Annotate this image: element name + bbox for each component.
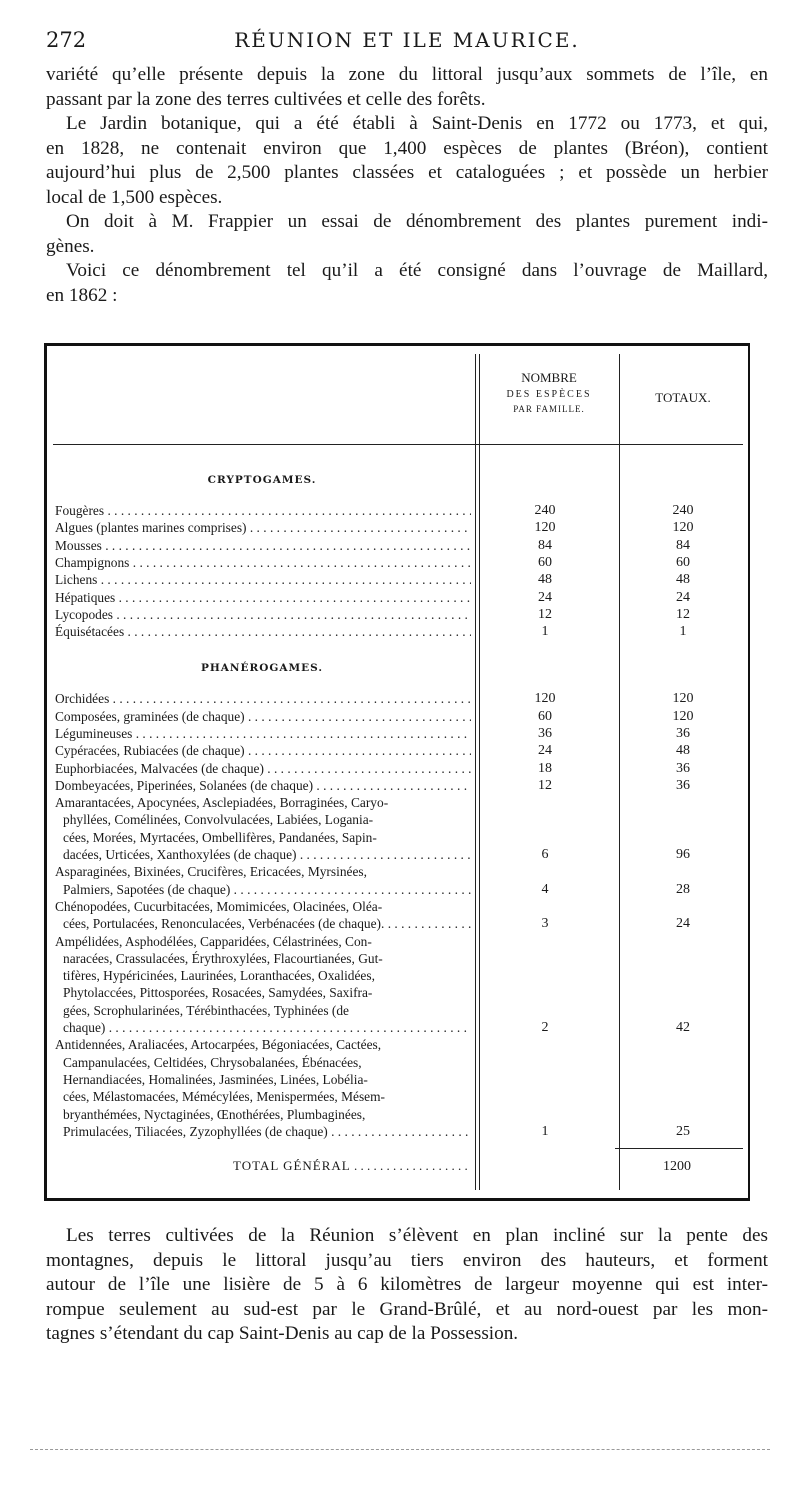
total-label: TOTAL GÉNÉRAL . . . . . . . . . . . . . . . . . . [233, 1158, 468, 1173]
row-label: tifères, Hypéricinées, Laurinées, Loranthacées, Oxalidées, [63, 968, 375, 984]
species-count: 120 [534, 520, 556, 536]
species-count: 60 [538, 708, 552, 724]
family-total: 48 [676, 572, 690, 588]
text-line: local de 1,500 espèces. [46, 186, 223, 208]
family-total: 28 [676, 881, 690, 897]
row-label: Lichens . . . [55, 571, 471, 588]
running-title: RÉUNION ET ILE MAURICE. [234, 28, 580, 52]
family-total: 25 [676, 1123, 690, 1139]
row-label: Lycopodes . . . [55, 606, 471, 623]
row-label: cées, Mélastomacées, Mémécylées, Menispermées, Mésem- [63, 1089, 385, 1105]
row-label: Champignons . . . [55, 554, 471, 571]
table-row [55, 690, 471, 707]
table-row [55, 708, 471, 725]
species-count: 2 [541, 1020, 549, 1036]
row-label: Campanulacées, Celtidées, Chrysobalanées, Ébénacées, [63, 1054, 362, 1070]
row-label: Palmiers, Sapotées (de chaque) . . . [55, 881, 471, 898]
table-row [55, 777, 471, 794]
row-label: Équisétacées . . . [55, 623, 471, 640]
text-line: Les terres cultivées de la Réunion s’élèvent en plan incliné sur la pente des [66, 1225, 768, 1246]
text-line: en 1828, ne contenait environ que 1,400 espèces de plantes (Bréon), contient [46, 137, 768, 159]
text-line: passant par la zone des terres cultivées et celle des forêts. [46, 88, 486, 110]
row-label: Euphorbiacées, Malvacées (de chaque) . . . [55, 760, 471, 777]
table-row [55, 742, 471, 759]
row-label: Asparaginées, Bixinées, Crucifères, Ericacées, Myrsinées, [55, 864, 367, 880]
total-value: 1200 [663, 1159, 691, 1174]
table-row [55, 933, 471, 1037]
table-row [55, 794, 471, 863]
table-row [55, 554, 471, 571]
intro-paragraph [46, 63, 768, 308]
family-total: 84 [676, 537, 690, 553]
text-line: autour de l’île une lisière de 5 à 6 kilomètres de largeur moyenne qui est inter- [46, 1274, 768, 1295]
row-label: Algues (plantes marines comprises) . . . [55, 519, 471, 536]
row-label: naracées, Crassulacées, Érythroxylées, Flacourtianées, Gut- [63, 950, 383, 966]
species-count: 1 [541, 1123, 549, 1139]
table-row [55, 898, 471, 933]
family-total: 240 [672, 503, 694, 518]
text-line: rompue seulement au sud-est par le Grand-Brûlé, et au nord-ouest par les mon- [46, 1298, 768, 1320]
species-count: 120 [534, 691, 556, 707]
row-label: Cypéracées, Rubiacées (de chaque) . . . [55, 742, 471, 759]
species-count: 24 [538, 743, 552, 759]
text-line: tagnes s’étendant du cap Saint-Denis au cap de la Possession. [46, 1323, 519, 1344]
table-row [55, 863, 471, 898]
table-row [55, 725, 471, 742]
species-count: 12 [538, 777, 552, 793]
species-count: 36 [538, 726, 552, 741]
row-label: phyllées, Comélinées, Convolvulacées, Labiées, Logania- [63, 812, 374, 828]
family-total: 120 [672, 708, 694, 724]
row-label: Hernandiacées, Homalinées, Jasminées, Linées, Lobélia- [63, 1071, 368, 1087]
row-label: Chénopodées, Cucurbitacées, Momimicées, Olacinées, Oléa- [55, 899, 383, 914]
table-row [55, 537, 471, 554]
species-count: 18 [538, 760, 552, 776]
row-label: Orchidées . . . [55, 690, 471, 707]
text-line: Le Jardin botanique, qui a été établi à Saint-Denis en 1772 ou 1773, et qui, [66, 113, 768, 134]
species-header-line: PAR FAMILLE. [513, 404, 585, 414]
species-count: 24 [538, 589, 552, 605]
family-total: 36 [676, 760, 690, 776]
row-label: cées, Portulacées, Renonculacées, Verbénacées (de chaque). . . . [55, 915, 471, 932]
header-rule [53, 444, 743, 445]
table-row [55, 1036, 471, 1140]
family-total: 12 [676, 606, 690, 622]
row-label: dacées, Urticées, Xanthoxylées (de chaque) . . . [55, 846, 471, 863]
species-header-line: NOMBRE [521, 370, 577, 385]
row-label: Légumineuses . . . [55, 725, 471, 742]
text-line: aujourd’hui plus de 2,500 plantes classées et cataloguées ; et possède un herbier [46, 162, 768, 183]
table-row [55, 606, 471, 623]
species-count: 12 [538, 606, 552, 622]
column-divider [619, 354, 620, 1190]
family-total: 48 [676, 743, 690, 759]
family-total: 96 [676, 847, 690, 863]
family-total: 24 [676, 589, 690, 605]
species-column-header [487, 370, 611, 414]
family-total: 120 [672, 691, 694, 707]
page-header [46, 28, 768, 58]
table-row [55, 760, 471, 777]
row-label: chaque) . . . [55, 1019, 471, 1036]
row-label: bryanthémées, Nyctaginées, Œnothérées, Plumbaginées, [63, 1106, 366, 1122]
species-count: 4 [541, 881, 549, 897]
family-total: 120 [672, 520, 694, 536]
totals-column-header: TOTAUX. [655, 390, 711, 405]
row-label: Antidennées, Araliacées, Artocarpées, Bégoniacées, Cactées, [55, 1037, 382, 1053]
row-label: gées, Scrophularinées, Térébinthacées, Typhinées (de [63, 1002, 349, 1018]
family-total: 60 [676, 554, 690, 570]
text-line: On doit à M. Frappier un essai de dénombrement des plantes purement indi- [66, 211, 768, 232]
row-label: Phytolaccées, Pittosporées, Rosacées, Samydées, Saxifra- [63, 985, 373, 1001]
text-line: montagnes, depuis le littoral jusqu’au tiers environ des hauteurs, et forment [46, 1249, 768, 1271]
family-total: 24 [676, 916, 690, 932]
species-count: 1 [541, 624, 549, 640]
species-count: 60 [538, 554, 552, 570]
family-total: 36 [676, 777, 690, 793]
text-line: gènes. [46, 235, 95, 257]
row-label: Hépatiques . . . [55, 589, 471, 606]
row-label: Dombeyacées, Piperinées, Solanées (de chaque) . . . [55, 777, 471, 794]
species-count: 48 [538, 572, 552, 588]
table-row [55, 502, 471, 519]
closing-paragraph [46, 1224, 768, 1347]
table-row [55, 571, 471, 588]
family-total: 1 [679, 624, 687, 640]
section-title: PHANÉROGAMES. [200, 662, 324, 675]
column-divider [479, 354, 480, 1190]
footer-rule [30, 1449, 770, 1450]
species-header-line: DES ESPÈCES [506, 389, 592, 400]
total-label-text: TOTAL GÉNÉRAL [233, 1158, 351, 1173]
total-rule [615, 1148, 743, 1149]
text-line: variété qu’elle présente depuis la zone du littoral jusqu’aux sommets de l’île, en [46, 64, 768, 85]
family-total: 42 [676, 1020, 690, 1036]
row-label: Mousses . . . [55, 537, 471, 554]
species-count: 6 [541, 847, 549, 863]
row-label: Ampélidées, Asphodélées, Capparidées, Célastrinées, Con- [55, 933, 372, 949]
text-line: Voici ce dénombrement tel qu’il a été consigné dans l’ouvrage de Maillard, [66, 260, 768, 281]
page-number: 272 [46, 28, 87, 52]
row-label: Composées, graminées (de chaque) . . . [55, 708, 471, 725]
species-count: 84 [538, 537, 552, 553]
text-line: en 1862 : [46, 284, 118, 306]
family-total: 36 [676, 726, 690, 741]
section-title: CRYPTOGAMES. [207, 474, 317, 486]
table-row [55, 623, 471, 640]
species-count: 3 [541, 916, 549, 932]
row-label: Amarantacées, Apocynées, Asclepiadées, Borraginées, Caryo- [55, 795, 389, 811]
row-label: cées, Morées, Myrtacées, Ombellifères, Pandanées, Sapin- [63, 829, 377, 845]
row-label: Fougères . . . [55, 502, 471, 519]
row-label: Primulacées, Tiliacées, Zyzophyllées (de chaque) . . . [55, 1123, 471, 1140]
table-row [55, 519, 471, 536]
species-count: 240 [534, 503, 556, 518]
plant-census-table [44, 343, 750, 1201]
table-row [55, 589, 471, 606]
